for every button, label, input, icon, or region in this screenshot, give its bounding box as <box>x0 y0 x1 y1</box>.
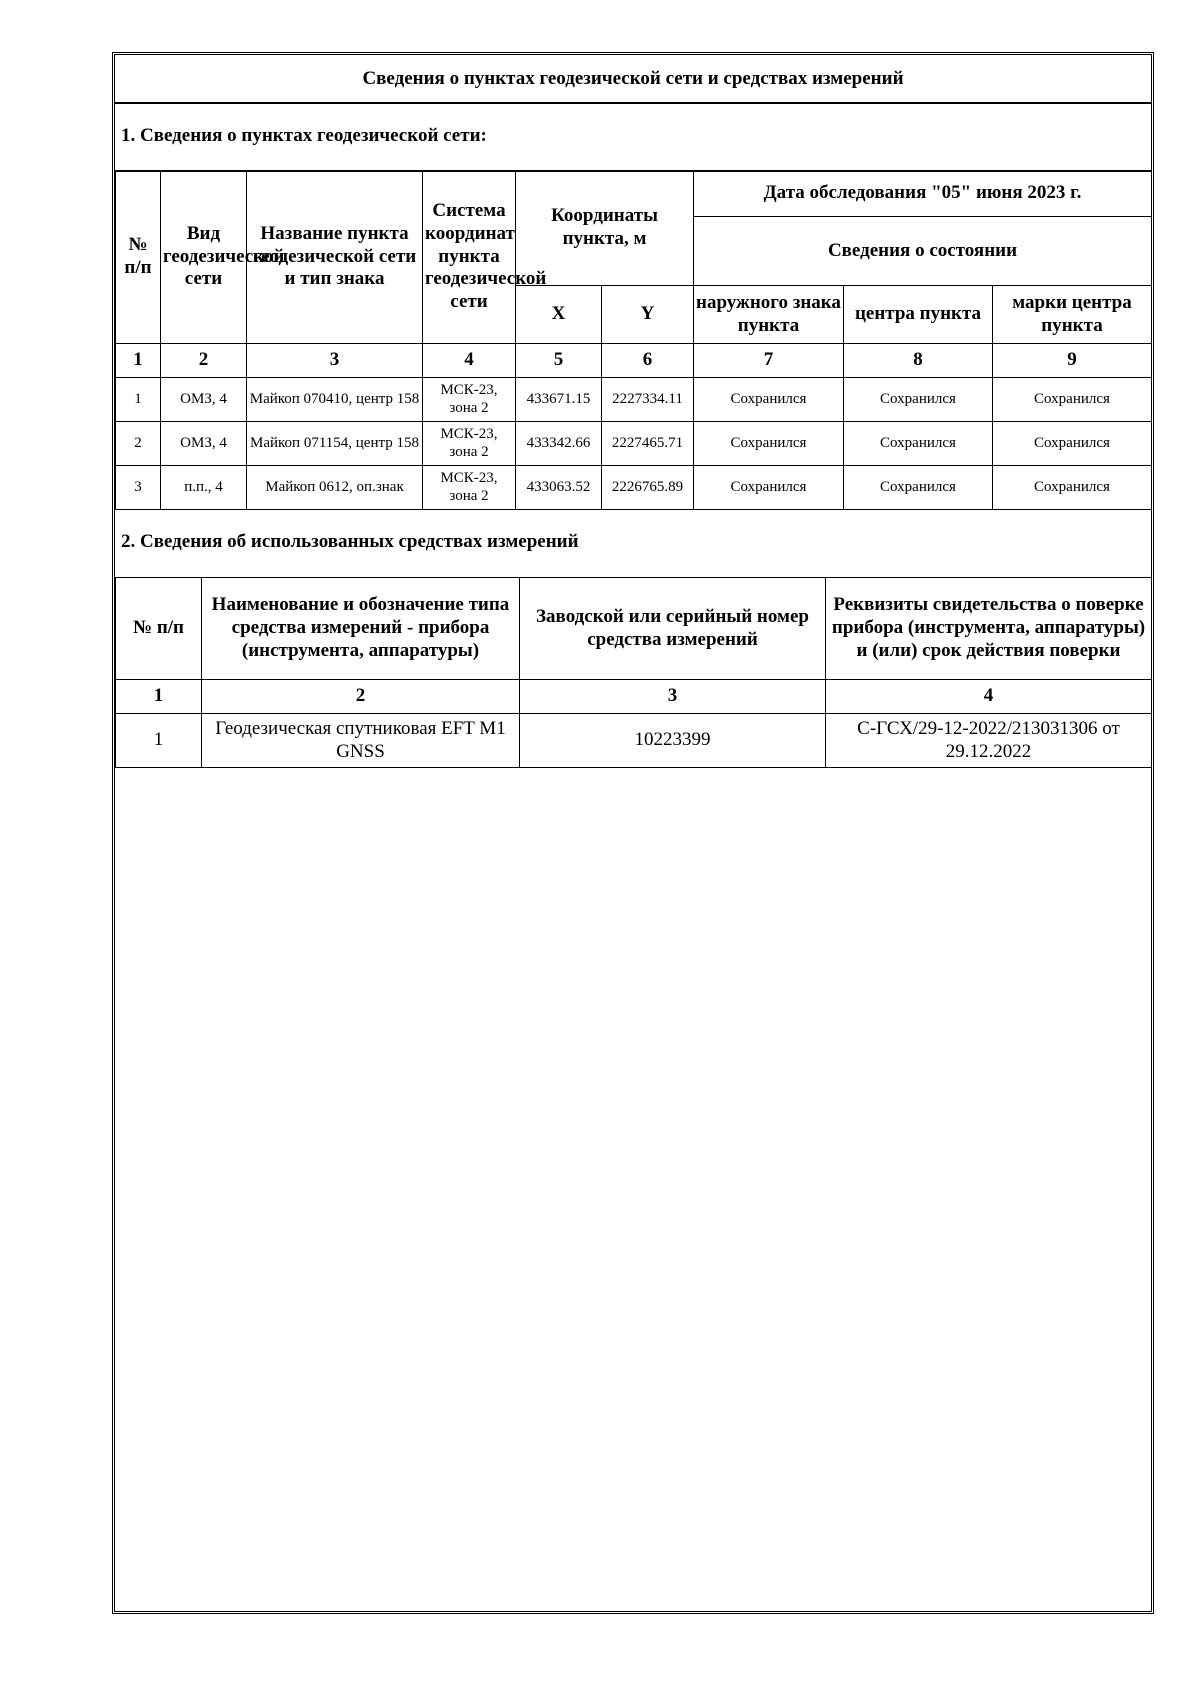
col-number: 2 <box>202 680 520 714</box>
col-header-serial: Заводской или серийный номер средства измерений <box>520 578 826 680</box>
col-number: 4 <box>826 680 1152 714</box>
cell-name: Майкоп 070410, центр 158 <box>247 378 423 422</box>
cell-instrument: Геодезическая спутниковая EFT M1 GNSS <box>202 714 520 768</box>
cell-y: 2227334.11 <box>602 378 694 422</box>
cell-name: Майкоп 0612, оп.знак <box>247 466 423 510</box>
instruments-table <box>115 577 1152 768</box>
cell-outer: Сохранился <box>694 378 844 422</box>
col-number: 3 <box>247 344 423 378</box>
page-title: Сведения о пунктах геодезической сети и средствах измерений <box>115 55 1151 104</box>
column-number-row <box>116 680 1152 714</box>
col-header-y: Y <box>602 286 694 344</box>
cell-mark: Сохранился <box>993 378 1152 422</box>
cell-type: ОМЗ, 4 <box>161 378 247 422</box>
col-header-x: X <box>516 286 602 344</box>
cell-serial: 10223399 <box>520 714 826 768</box>
cell-x: 433342.66 <box>516 422 602 466</box>
col-header-coords: Координаты пункта, м <box>516 171 694 286</box>
cell-num: 1 <box>116 714 202 768</box>
col-number: 9 <box>993 344 1152 378</box>
col-header-certificate: Реквизиты свидетельства о поверке прибора (инструмента, аппаратуры) и (или) срок действия поверки <box>826 578 1152 680</box>
cell-mark: Сохранился <box>993 466 1152 510</box>
cell-type: п.п., 4 <box>161 466 247 510</box>
col-header-num: № п/п <box>116 578 202 680</box>
state-header: Сведения о состоянии <box>694 217 1152 286</box>
cell-outer: Сохранился <box>694 466 844 510</box>
survey-date-header: Дата обследования "05" июня 2023 г. <box>694 171 1152 217</box>
col-header-type: Вид геодезической сети <box>161 171 247 344</box>
cell-certificate: С-ГСХ/29-12-2022/213031306 от 29.12.2022 <box>826 714 1152 768</box>
table-row <box>116 714 1152 768</box>
section2-heading: 2. Сведения об использованных средствах измерений <box>121 531 579 552</box>
column-number-row <box>116 344 1152 378</box>
table-row <box>116 422 1152 466</box>
cell-y: 2227465.71 <box>602 422 694 466</box>
cell-y: 2226765.89 <box>602 466 694 510</box>
cell-num: 3 <box>116 466 161 510</box>
page-frame <box>112 52 1154 1614</box>
col-number: 4 <box>423 344 516 378</box>
cell-system: МСК-23, зона 2 <box>423 466 516 510</box>
cell-num: 1 <box>116 378 161 422</box>
col-number: 2 <box>161 344 247 378</box>
cell-system: МСК-23, зона 2 <box>423 378 516 422</box>
cell-center: Сохранился <box>844 422 993 466</box>
col-number: 6 <box>602 344 694 378</box>
cell-num: 2 <box>116 422 161 466</box>
section1-heading: 1. Сведения о пунктах геодезической сети: <box>115 102 1151 172</box>
cell-system: МСК-23, зона 2 <box>423 422 516 466</box>
col-header-instrument: Наименование и обозначение типа средства измерений - прибора (инструмента, аппаратуры) <box>202 578 520 680</box>
cell-x: 433671.15 <box>516 378 602 422</box>
geodetic-points-table <box>115 170 1152 510</box>
col-number: 1 <box>116 680 202 714</box>
cell-type: ОМЗ, 4 <box>161 422 247 466</box>
col-number: 8 <box>844 344 993 378</box>
col-header-name: Название пункта геодезической сети и тип знака <box>247 171 423 344</box>
col-number: 1 <box>116 344 161 378</box>
col-number: 7 <box>694 344 844 378</box>
table-row <box>116 466 1152 510</box>
col-number: 5 <box>516 344 602 378</box>
cell-center: Сохранился <box>844 378 993 422</box>
cell-name: Майкоп 071154, центр 158 <box>247 422 423 466</box>
table-row <box>116 378 1152 422</box>
cell-center: Сохранился <box>844 466 993 510</box>
cell-outer: Сохранился <box>694 422 844 466</box>
col-header-center: центра пункта <box>844 286 993 344</box>
col-header-system: Система координат пункта геодезической сети <box>423 171 516 344</box>
col-number: 3 <box>520 680 826 714</box>
col-header-outer-sign: наружного знака пункта <box>694 286 844 344</box>
col-header-center-mark: марки центра пункта <box>993 286 1152 344</box>
cell-mark: Сохранился <box>993 422 1152 466</box>
col-header-num: № п/п <box>116 171 161 344</box>
cell-x: 433063.52 <box>516 466 602 510</box>
